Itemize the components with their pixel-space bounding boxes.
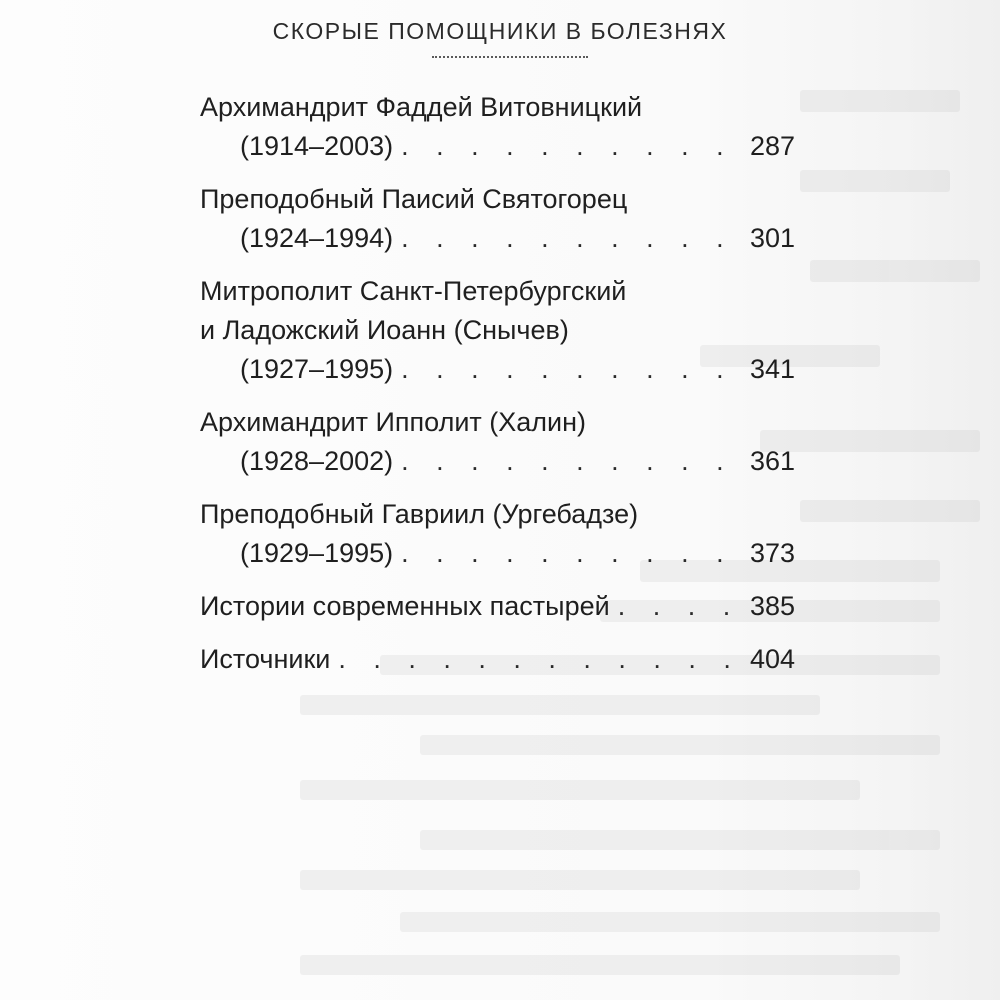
toc-entry-lastline xyxy=(200,127,795,166)
toc-entry-lastline xyxy=(200,350,795,389)
table-of-contents xyxy=(200,88,795,693)
page-number: 404 xyxy=(749,644,795,674)
toc-entry-lastline xyxy=(200,587,795,626)
toc-entry xyxy=(200,495,795,573)
toc-entry-lastline xyxy=(200,442,795,481)
dot-leader xyxy=(401,442,744,481)
page-number: 385 xyxy=(749,591,795,621)
toc-entry xyxy=(200,88,795,166)
dotted-rule xyxy=(432,56,588,58)
toc-entry-title: Митрополит Санкт-Петербургский xyxy=(200,276,627,306)
dot-leader xyxy=(401,534,744,573)
toc-entry-title: Архимандрит Ипполит (Халин) xyxy=(200,407,587,437)
page-number: 361 xyxy=(749,446,795,476)
toc-entry-lastline xyxy=(200,219,795,258)
toc-entry-years: (1914–2003) xyxy=(240,131,394,161)
toc-entry-title-continued: и Ладожский Иоанн (Снычев) xyxy=(200,315,569,345)
toc-entry-title: Преподобный Паисий Святогорец xyxy=(200,184,628,214)
toc-entry-lastline xyxy=(200,534,795,573)
toc-entry xyxy=(200,272,795,389)
page-number: 373 xyxy=(749,538,795,568)
toc-entry-title: Источники xyxy=(200,644,331,674)
toc-entry-lastline xyxy=(200,640,795,679)
dot-leader xyxy=(401,350,744,389)
page-number: 341 xyxy=(749,354,795,384)
toc-entry xyxy=(200,640,795,679)
dot-leader xyxy=(401,127,744,166)
toc-entry xyxy=(200,403,795,481)
toc-entry xyxy=(200,180,795,258)
toc-entry-years: (1928–2002) xyxy=(240,446,394,476)
page-number: 287 xyxy=(749,131,795,161)
toc-entry-years: (1927–1995) xyxy=(240,354,394,384)
dot-leader xyxy=(338,640,744,679)
dot-leader xyxy=(618,587,744,626)
toc-entry-years: (1929–1995) xyxy=(240,538,394,568)
toc-entry xyxy=(200,587,795,626)
running-head: СКОРЫЕ ПОМОЩНИКИ В БОЛЕЗНЯХ xyxy=(272,18,728,44)
toc-entry-title: Преподобный Гавриил (Ургебадзе) xyxy=(200,499,639,529)
page-number: 301 xyxy=(749,223,795,253)
toc-entry-title: Архимандрит Фаддей Витовницкий xyxy=(200,92,643,122)
toc-entry-years: (1924–1994) xyxy=(240,223,394,253)
dot-leader xyxy=(401,219,744,258)
toc-entry-title: Истории современных пастырей xyxy=(200,591,610,621)
